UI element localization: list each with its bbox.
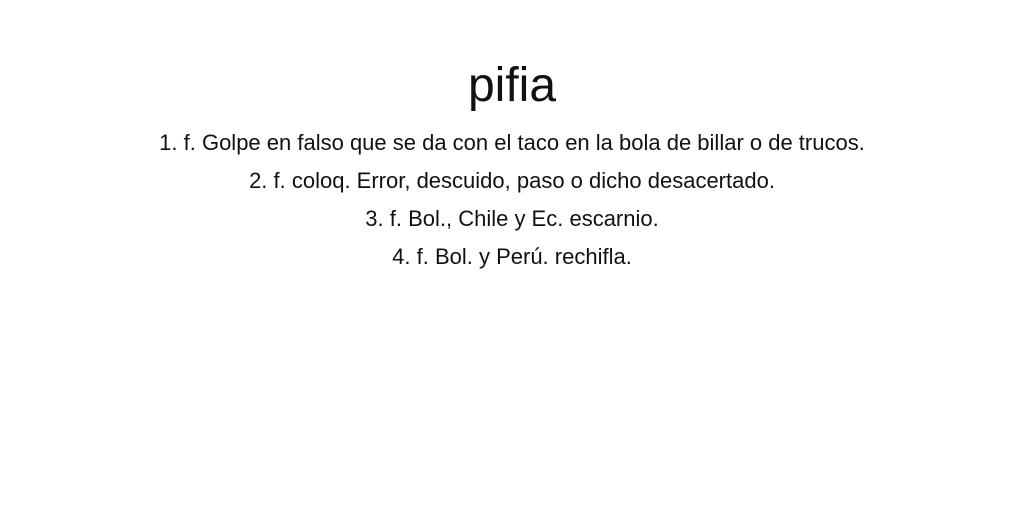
definition-2: 2. f. coloq. Error, descuido, paso o dicho desacertado. — [249, 168, 775, 193]
definition-3: 3. f. Bol., Chile y Ec. escarnio. — [365, 206, 659, 231]
definition-1: 1. f. Golpe en falso que se da con el taco en la bola de billar o de trucos. — [159, 130, 865, 155]
definition-4: 4. f. Bol. y Perú. rechifla. — [392, 244, 632, 269]
definition-list — [159, 124, 865, 276]
headword: pifia — [467, 59, 557, 112]
